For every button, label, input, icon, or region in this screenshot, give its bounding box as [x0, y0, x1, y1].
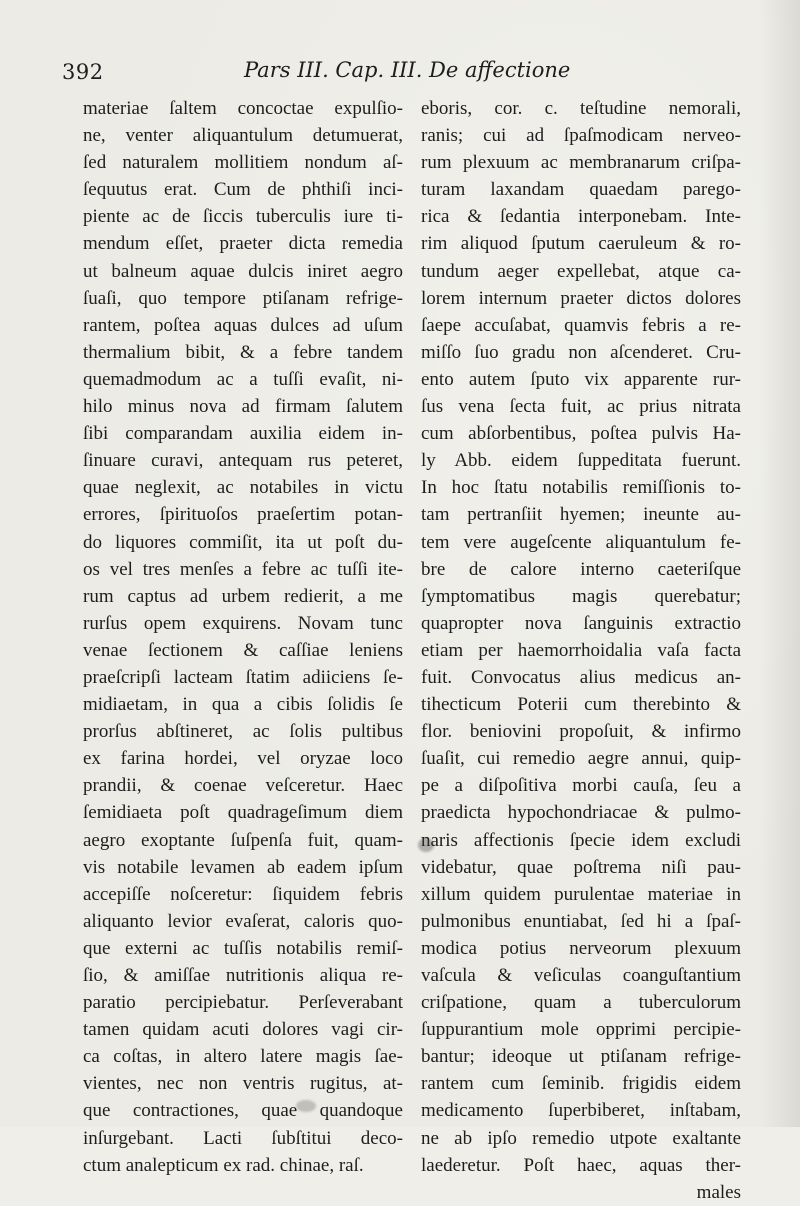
- text-line: ſymptomatibus magis querebatur;: [421, 585, 741, 607]
- text-line: ſemidiaeta poſt quadrageſimum diem: [83, 802, 403, 824]
- text-line: ſuaſi, quo tempore ptiſanam refrige-: [83, 287, 403, 309]
- text-line: medicamento ſuperbiberet, inſtabam,: [421, 1100, 741, 1122]
- text-line: ne ab ipſo remedio utpote exaltante: [421, 1127, 741, 1149]
- text-line: quae neglexit, ac notabiles in victu: [83, 477, 403, 499]
- text-line: ca coſtas, in altero latere magis ſae-: [83, 1046, 403, 1068]
- text-line: flor. beniovini propoſuit, & infirmo: [421, 721, 741, 743]
- text-line: tihecticum Poterii cum therebinto &: [421, 694, 741, 716]
- text-line: vientes, nec non ventris rugitus, at-: [83, 1073, 403, 1095]
- text-line: ſuaſit, cui remedio aegre annui, quip-: [421, 748, 741, 770]
- right-text-column: [421, 95, 741, 1203]
- text-line: quemadmodum ac a tuſſi evaſit, ni-: [83, 368, 403, 390]
- text-line: que contractiones, quae quandoque: [83, 1100, 403, 1122]
- left-text-column: [83, 95, 403, 1176]
- text-line: venae ſectionem & caſſiae leniens: [83, 639, 403, 661]
- text-line: tam pertranſiit hyemen; ineunte au-: [421, 504, 741, 526]
- text-line: inſurgebant. Lacti ſubſtitui deco-: [83, 1127, 403, 1149]
- text-line: etiam per haemorrhoidalia vaſa facta: [421, 639, 741, 661]
- page-number: 392: [62, 60, 104, 84]
- text-line: ly Abb. eidem ſuppeditata fuerunt.: [421, 450, 741, 472]
- text-line: males: [696, 1181, 741, 1203]
- text-line: cum abſorbentibus, poſtea pulvis Ha-: [421, 423, 741, 445]
- text-line: que externi ac tuſſis notabilis remiſ-: [83, 937, 403, 959]
- text-line: laederetur. Poſt haec, aquas ther-: [421, 1154, 741, 1176]
- text-line: ſio, & amiſſae nutritionis aliqua re-: [83, 965, 403, 986]
- text-line: modica potius nerveorum plexuum: [421, 937, 741, 959]
- text-line: tundum aeger expellebat, atque ca-: [421, 260, 741, 282]
- text-line: rim aliquod ſputum caeruleum & ro-: [421, 233, 741, 255]
- text-line: ſibi comparandam auxilia eidem in-: [83, 423, 403, 445]
- text-line: videbatur, quae poſtrema niſi pau-: [421, 856, 741, 878]
- text-line: ctum analepticum ex rad. chinae, raſ.: [83, 1154, 364, 1176]
- text-line: vis notabile levamen ab eadem ipſum: [83, 856, 403, 878]
- text-line: rurſus opem exquirens. Novam tunc: [83, 612, 403, 634]
- text-line: miſſo ſuo gradu non aſcenderet. Cru-: [421, 341, 741, 363]
- page-header: [62, 58, 752, 88]
- text-line: rum plexuum ac membranarum criſpa-: [421, 152, 741, 174]
- text-line: ne, venter aliquantulum detumuerat,: [83, 125, 403, 147]
- text-line: turam laxandam quaedam parego-: [421, 179, 741, 201]
- text-line: ſed naturalem mollitiem nondum aſ-: [83, 152, 403, 174]
- text-line: rantem, poſtea aquas dulces ad uſum: [83, 314, 403, 336]
- text-line: paratio percipiebatur. Perſeverabant: [83, 992, 403, 1014]
- text-line: rum captus ad urbem redierit, a me: [83, 585, 403, 607]
- text-line: piente ac de ſiccis tuberculis iure ti-: [83, 206, 403, 228]
- text-line: xillum quidem purulentae materiae in: [421, 883, 741, 905]
- text-line: os vel tres menſes a febre ac tuſſi ite-: [83, 558, 403, 580]
- text-line: pulmonibus enuntiabat, ſed hi a ſpaſ-: [421, 910, 741, 932]
- text-line: midiaetam, in qua a cibis ſolidis ſe: [83, 694, 403, 716]
- text-line: In hoc ſtatu notabilis remiſſionis to-: [421, 477, 741, 499]
- text-line: ex farina hordei, vel oryzae loco: [83, 748, 403, 770]
- text-line: ſequutus erat. Cum de phthiſi inci-: [83, 179, 403, 201]
- text-line: naris affectionis ſpecie idem excludi: [421, 829, 741, 851]
- text-line: rica & ſedantia interponebam. Inte-: [421, 206, 741, 228]
- text-line: ſinuare curavi, antequam rus peteret,: [83, 450, 403, 472]
- running-head: Pars III. Cap. III. De affectione: [244, 58, 571, 82]
- text-line: materiae ſaltem concoctae expulſio-: [83, 98, 403, 119]
- text-line: hilo minus nova ad firmam ſalutem: [83, 396, 403, 418]
- text-line: tem vere augeſcente aliquantulum fe-: [421, 531, 741, 553]
- text-line: vaſcula & veſiculas coanguſtantium: [421, 965, 741, 986]
- text-line: lorem internum praeter dictos dolores: [421, 287, 741, 309]
- text-line: bre de calore interno caeteriſque: [421, 558, 741, 580]
- text-line: tamen quidam acuti dolores vagi cir-: [83, 1019, 403, 1041]
- text-line: eboris, cor. c. teſtudine nemorali,: [421, 98, 741, 119]
- ink-smudge: [296, 1100, 316, 1112]
- ink-smudge: [418, 838, 434, 852]
- text-line: ſaepe accuſabat, quamvis febris a re-: [421, 314, 741, 336]
- text-line: rantem cum ſeminib. frigidis eidem: [421, 1073, 741, 1095]
- text-line: bantur; ideoque ut ptiſanam refrige-: [421, 1046, 741, 1068]
- text-line: quapropter nova ſanguinis extractio: [421, 612, 741, 634]
- text-line: prorſus abſtineret, ac ſolis pultibus: [83, 721, 403, 743]
- text-line: ſuppurantium mole opprimi percipie-: [421, 1019, 741, 1041]
- text-line: ſus vena ſecta fuit, ac prius nitrata: [421, 396, 741, 418]
- text-line: prandii, & coenae veſceretur. Haec: [83, 775, 403, 797]
- text-line: praeſcripſi lacteam ſtatim adiiciens ſe-: [83, 666, 403, 688]
- text-line: do liquores commiſit, ita ut poſt du-: [83, 531, 403, 553]
- text-line: aegro exoptante ſuſpenſa fuit, quam-: [83, 829, 403, 851]
- text-line: criſpatione, quam a tuberculorum: [421, 992, 741, 1014]
- page-edge-shadow: [760, 0, 800, 1127]
- text-line: fuit. Convocatus alius medicus an-: [421, 666, 741, 688]
- text-line: praedicta hypochondriacae & pulmo-: [421, 802, 741, 824]
- text-line: errores, ſpirituoſos praeſertim potan-: [83, 504, 403, 526]
- text-line: pe a diſpoſitiva morbi cauſa, ſeu a: [421, 775, 741, 797]
- text-line: accepiſſe noſceretur: ſiquidem febris: [83, 883, 403, 905]
- text-line: mendum eſſet, praeter dicta remedia: [83, 233, 403, 255]
- text-line: aliquanto levior evaſerat, caloris quo-: [83, 910, 403, 932]
- text-line: ento autem ſputo vix apparente rur-: [421, 368, 741, 390]
- text-line: thermalium bibit, & a febre tandem: [83, 341, 403, 363]
- text-line: ranis; cui ad ſpaſmodicam nerveo-: [421, 125, 741, 147]
- text-line: ut balneum aquae dulcis iniret aegro: [83, 260, 403, 282]
